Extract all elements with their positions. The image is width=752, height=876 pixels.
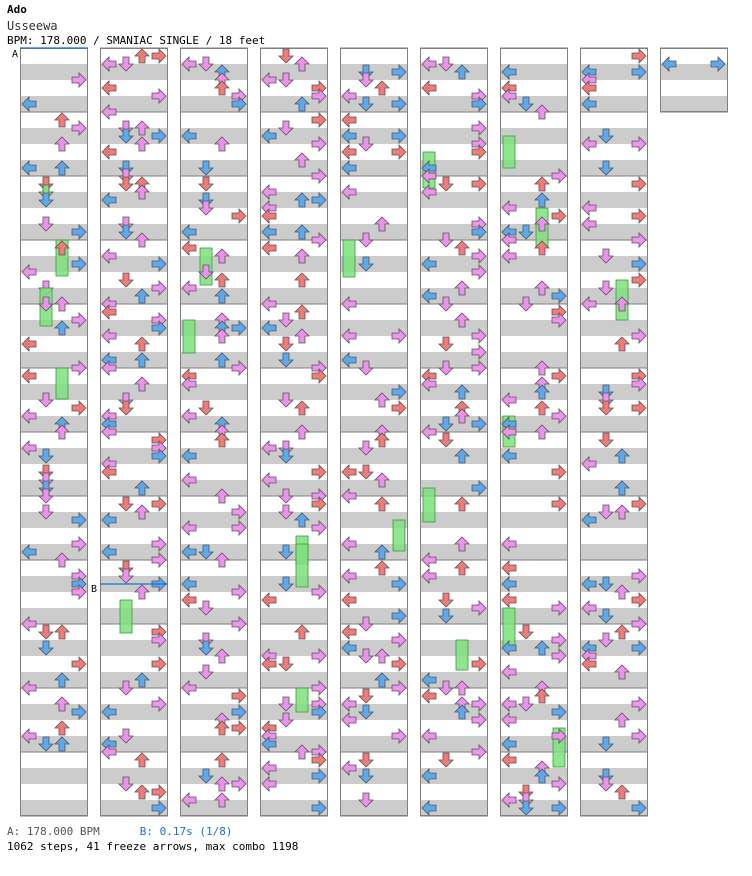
song-title: Usseewa	[7, 19, 58, 33]
beat-stripe	[260, 544, 328, 560]
freeze-arrow	[503, 136, 515, 168]
artist-name: Ado	[7, 3, 27, 16]
beat-stripe	[180, 640, 248, 656]
beat-stripe	[580, 416, 648, 432]
freeze-arrow	[296, 688, 308, 712]
freeze-arrow	[393, 520, 405, 551]
freeze-arrow	[183, 320, 195, 353]
freeze-arrow	[423, 488, 435, 522]
beat-stripe	[260, 608, 328, 624]
beat-stripe	[180, 736, 248, 752]
beat-stripe	[100, 160, 168, 176]
beat-stripe	[20, 480, 88, 496]
beat-stripe	[340, 448, 408, 464]
beat-stripe	[340, 416, 408, 432]
chart-meta: BPM: 178.000 / SMANIAC SINGLE / 18 feet	[7, 34, 266, 47]
footer-bpm-line	[7, 825, 232, 838]
beat-stripe	[180, 256, 248, 272]
freeze-arrow	[456, 640, 468, 670]
beat-stripe	[260, 416, 328, 432]
beat-stripe	[20, 288, 88, 304]
beat-stripe	[580, 544, 648, 560]
beat-stripe	[580, 672, 648, 688]
beat-stripe	[420, 640, 488, 656]
beat-stripe	[100, 768, 168, 784]
beat-stripe	[500, 480, 568, 496]
beat-stripe	[580, 480, 648, 496]
stop-note: B: 0.17s (1/8)	[139, 825, 233, 838]
beat-stripe	[500, 352, 568, 368]
freeze-arrow	[343, 240, 355, 277]
beat-stripe	[580, 160, 648, 176]
beat-stripe	[20, 768, 88, 784]
beat-stripe	[20, 384, 88, 400]
beat-stripe	[100, 480, 168, 496]
beat-stripe	[260, 384, 328, 400]
freeze-arrow	[503, 608, 515, 646]
beat-stripe	[340, 800, 408, 816]
beat-stripe	[340, 224, 408, 240]
beat-stripe	[180, 192, 248, 208]
beat-stripe	[20, 640, 88, 656]
beat-stripe	[500, 512, 568, 528]
beat-stripe	[580, 768, 648, 784]
beat-stripe	[100, 384, 168, 400]
beat-stripe	[100, 672, 168, 688]
beat-stripe	[100, 608, 168, 624]
freeze-arrow	[56, 368, 68, 399]
beat-stripe	[180, 160, 248, 176]
bpm-marker-label: A	[12, 49, 19, 60]
freeze-arrow	[120, 600, 132, 633]
bpm-note: A: 178.000 BPM	[7, 825, 100, 838]
beat-stripe	[660, 96, 728, 112]
step-summary: 1062 steps, 41 freeze arrows, max combo 1198	[7, 840, 299, 853]
beat-stripe	[100, 224, 168, 240]
beat-stripe	[580, 352, 648, 368]
beat-stripe	[420, 448, 488, 464]
beat-stripe	[260, 256, 328, 272]
freeze-arrow	[296, 544, 308, 587]
beat-stripe	[20, 800, 88, 816]
stop-marker-label: B	[91, 584, 98, 595]
beat-stripe	[20, 192, 88, 208]
